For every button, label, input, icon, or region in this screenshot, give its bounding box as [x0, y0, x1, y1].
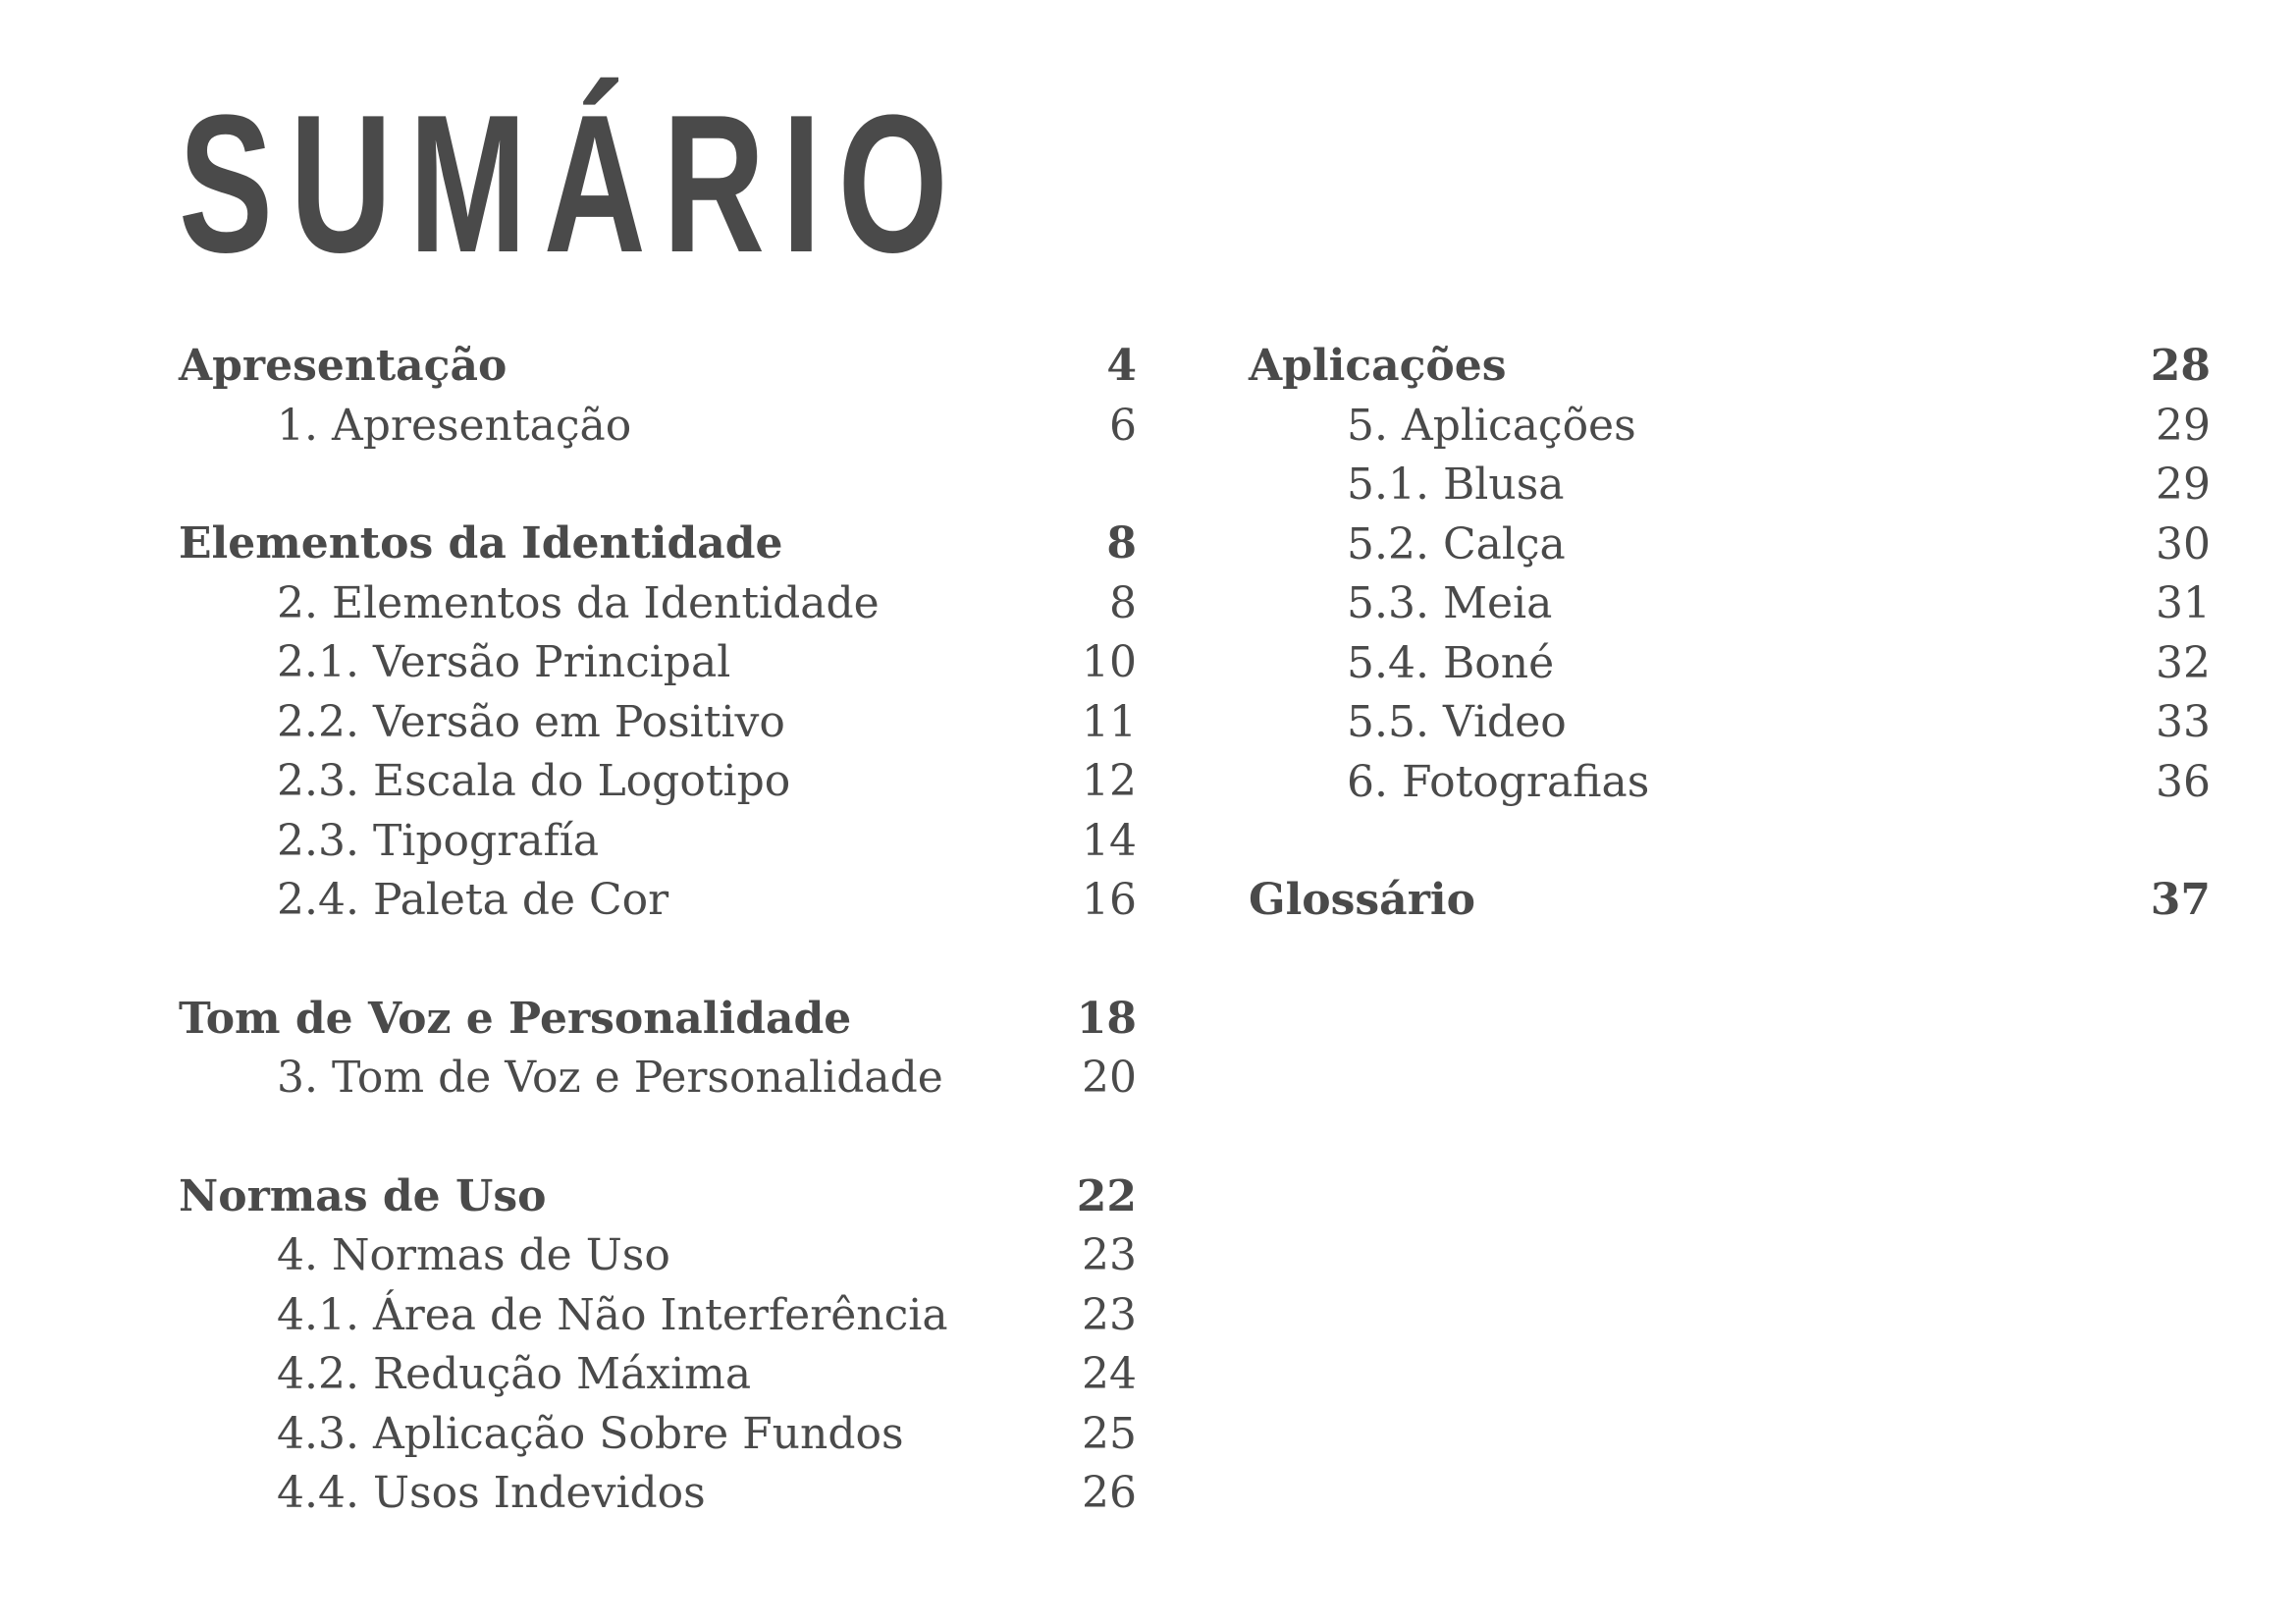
toc-item[interactable]: [1249, 515, 2211, 575]
toc-item-label: 5.5. Video: [1347, 697, 1567, 747]
toc-item-label: 6. Fotografias: [1347, 756, 1650, 807]
toc-section-tom-de-voz: [179, 990, 1137, 1109]
toc-page-number: 23: [1082, 1289, 1137, 1340]
toc-item[interactable]: [179, 633, 1137, 693]
toc-page-number: 4: [1106, 341, 1137, 391]
toc-item[interactable]: [179, 1226, 1137, 1286]
toc-heading[interactable]: [1249, 337, 2211, 397]
toc-page-number: 29: [2156, 460, 2211, 510]
toc-heading-label: Apresentação: [179, 341, 507, 391]
toc-item-label: 2.1. Versão Principal: [277, 637, 731, 687]
toc-item[interactable]: [1249, 693, 2211, 753]
toc-heading[interactable]: [179, 990, 1137, 1050]
toc-item-label: 5. Aplicações: [1347, 400, 1636, 451]
toc-item[interactable]: [179, 574, 1137, 634]
toc-page-number: 24: [1082, 1349, 1137, 1399]
toc-page-number: 30: [2156, 518, 2211, 569]
toc-item[interactable]: [1249, 574, 2211, 634]
toc-item[interactable]: [1249, 634, 2211, 694]
toc-page-number: 28: [2150, 341, 2211, 391]
toc-section-aplicacoes: [1249, 337, 2211, 812]
page-title: SUMÁRIO: [179, 75, 965, 294]
toc-section-glossario: [1249, 871, 2211, 931]
toc-page-number: 37: [2150, 875, 2211, 925]
toc-section-elementos: [179, 514, 1137, 931]
toc-item[interactable]: [179, 397, 1137, 457]
toc-page-number: 32: [2156, 637, 2211, 688]
toc-item-label: 2.4. Paleta de Cor: [277, 875, 669, 925]
toc-page-number: 14: [1082, 815, 1137, 866]
toc-item-label: 3. Tom de Voz e Personalidade: [277, 1053, 943, 1103]
toc-item[interactable]: [179, 1464, 1137, 1524]
toc-item[interactable]: [1249, 753, 2211, 813]
toc-item-label: 4. Normas de Uso: [277, 1230, 670, 1280]
toc-page-number: 23: [1082, 1230, 1137, 1280]
toc-item-label: 2.2. Versão em Positivo: [277, 696, 785, 747]
toc-item-label: 2. Elementos da Identidade: [277, 577, 880, 628]
toc-item[interactable]: [179, 752, 1137, 812]
toc-page-number: 18: [1076, 993, 1137, 1044]
toc-item-label: 4.3. Aplicação Sobre Fundos: [277, 1408, 904, 1459]
toc-page-number: 8: [1106, 518, 1137, 568]
toc-page-number: 25: [1082, 1408, 1137, 1459]
toc-heading-label: Elementos da Identidade: [179, 518, 783, 568]
toc-right-column: [1249, 337, 2211, 990]
toc-section-apresentacao: [179, 337, 1137, 456]
toc-heading[interactable]: [1249, 871, 2211, 931]
toc-item[interactable]: [1249, 456, 2211, 515]
toc-heading-label: Normas de Uso: [179, 1170, 547, 1221]
toc-page-number: 31: [2156, 578, 2211, 628]
toc-item-label: 1. Apresentação: [277, 400, 632, 451]
toc-page-number: 11: [1082, 696, 1137, 747]
toc-item-label: 4.1. Área de Não Interferência: [277, 1289, 948, 1340]
toc-page-number: 26: [1082, 1468, 1137, 1518]
toc-page-number: 33: [2156, 697, 2211, 747]
toc-heading[interactable]: [179, 514, 1137, 574]
toc-item[interactable]: [179, 1286, 1137, 1346]
toc-item-label: 5.3. Meia: [1347, 578, 1553, 628]
toc-item[interactable]: [179, 1405, 1137, 1465]
toc-section-normas: [179, 1167, 1137, 1524]
toc-item[interactable]: [179, 871, 1137, 931]
toc-heading-label: Aplicações: [1249, 341, 1507, 391]
toc-item-label: 5.2. Calça: [1347, 518, 1566, 569]
toc-page-number: 20: [1082, 1053, 1137, 1103]
toc-item[interactable]: [179, 812, 1137, 872]
toc-item-label: 4.4. Usos Indevidos: [277, 1468, 706, 1518]
toc-heading[interactable]: [179, 1167, 1137, 1227]
toc-page-number: 22: [1076, 1170, 1137, 1221]
toc-item[interactable]: [179, 1345, 1137, 1405]
toc-page-number: 10: [1082, 637, 1137, 687]
toc-page-number: 12: [1082, 756, 1137, 806]
toc-heading[interactable]: [179, 337, 1137, 397]
toc-item-label: 2.3. Escala do Logotipo: [277, 756, 791, 806]
toc-item-label: 5.4. Boné: [1347, 637, 1555, 688]
toc-left-column: [179, 337, 1137, 1583]
toc-heading-label: Glossário: [1249, 875, 1475, 925]
toc-item-label: 4.2. Redução Máxima: [277, 1349, 752, 1399]
toc-page-number: 36: [2156, 756, 2211, 807]
toc-page-number: 8: [1109, 577, 1137, 628]
toc-item[interactable]: [1249, 397, 2211, 457]
toc-item-label: 2.3. Tipografía: [277, 815, 600, 866]
toc-item[interactable]: [179, 1049, 1137, 1109]
toc-page-number: 16: [1082, 875, 1137, 925]
toc-heading-label: Tom de Voz e Personalidade: [179, 993, 852, 1044]
toc-item[interactable]: [179, 693, 1137, 753]
toc-page-number: 29: [2156, 400, 2211, 451]
toc-item-label: 5.1. Blusa: [1347, 460, 1565, 510]
toc-page-number: 6: [1109, 400, 1137, 451]
